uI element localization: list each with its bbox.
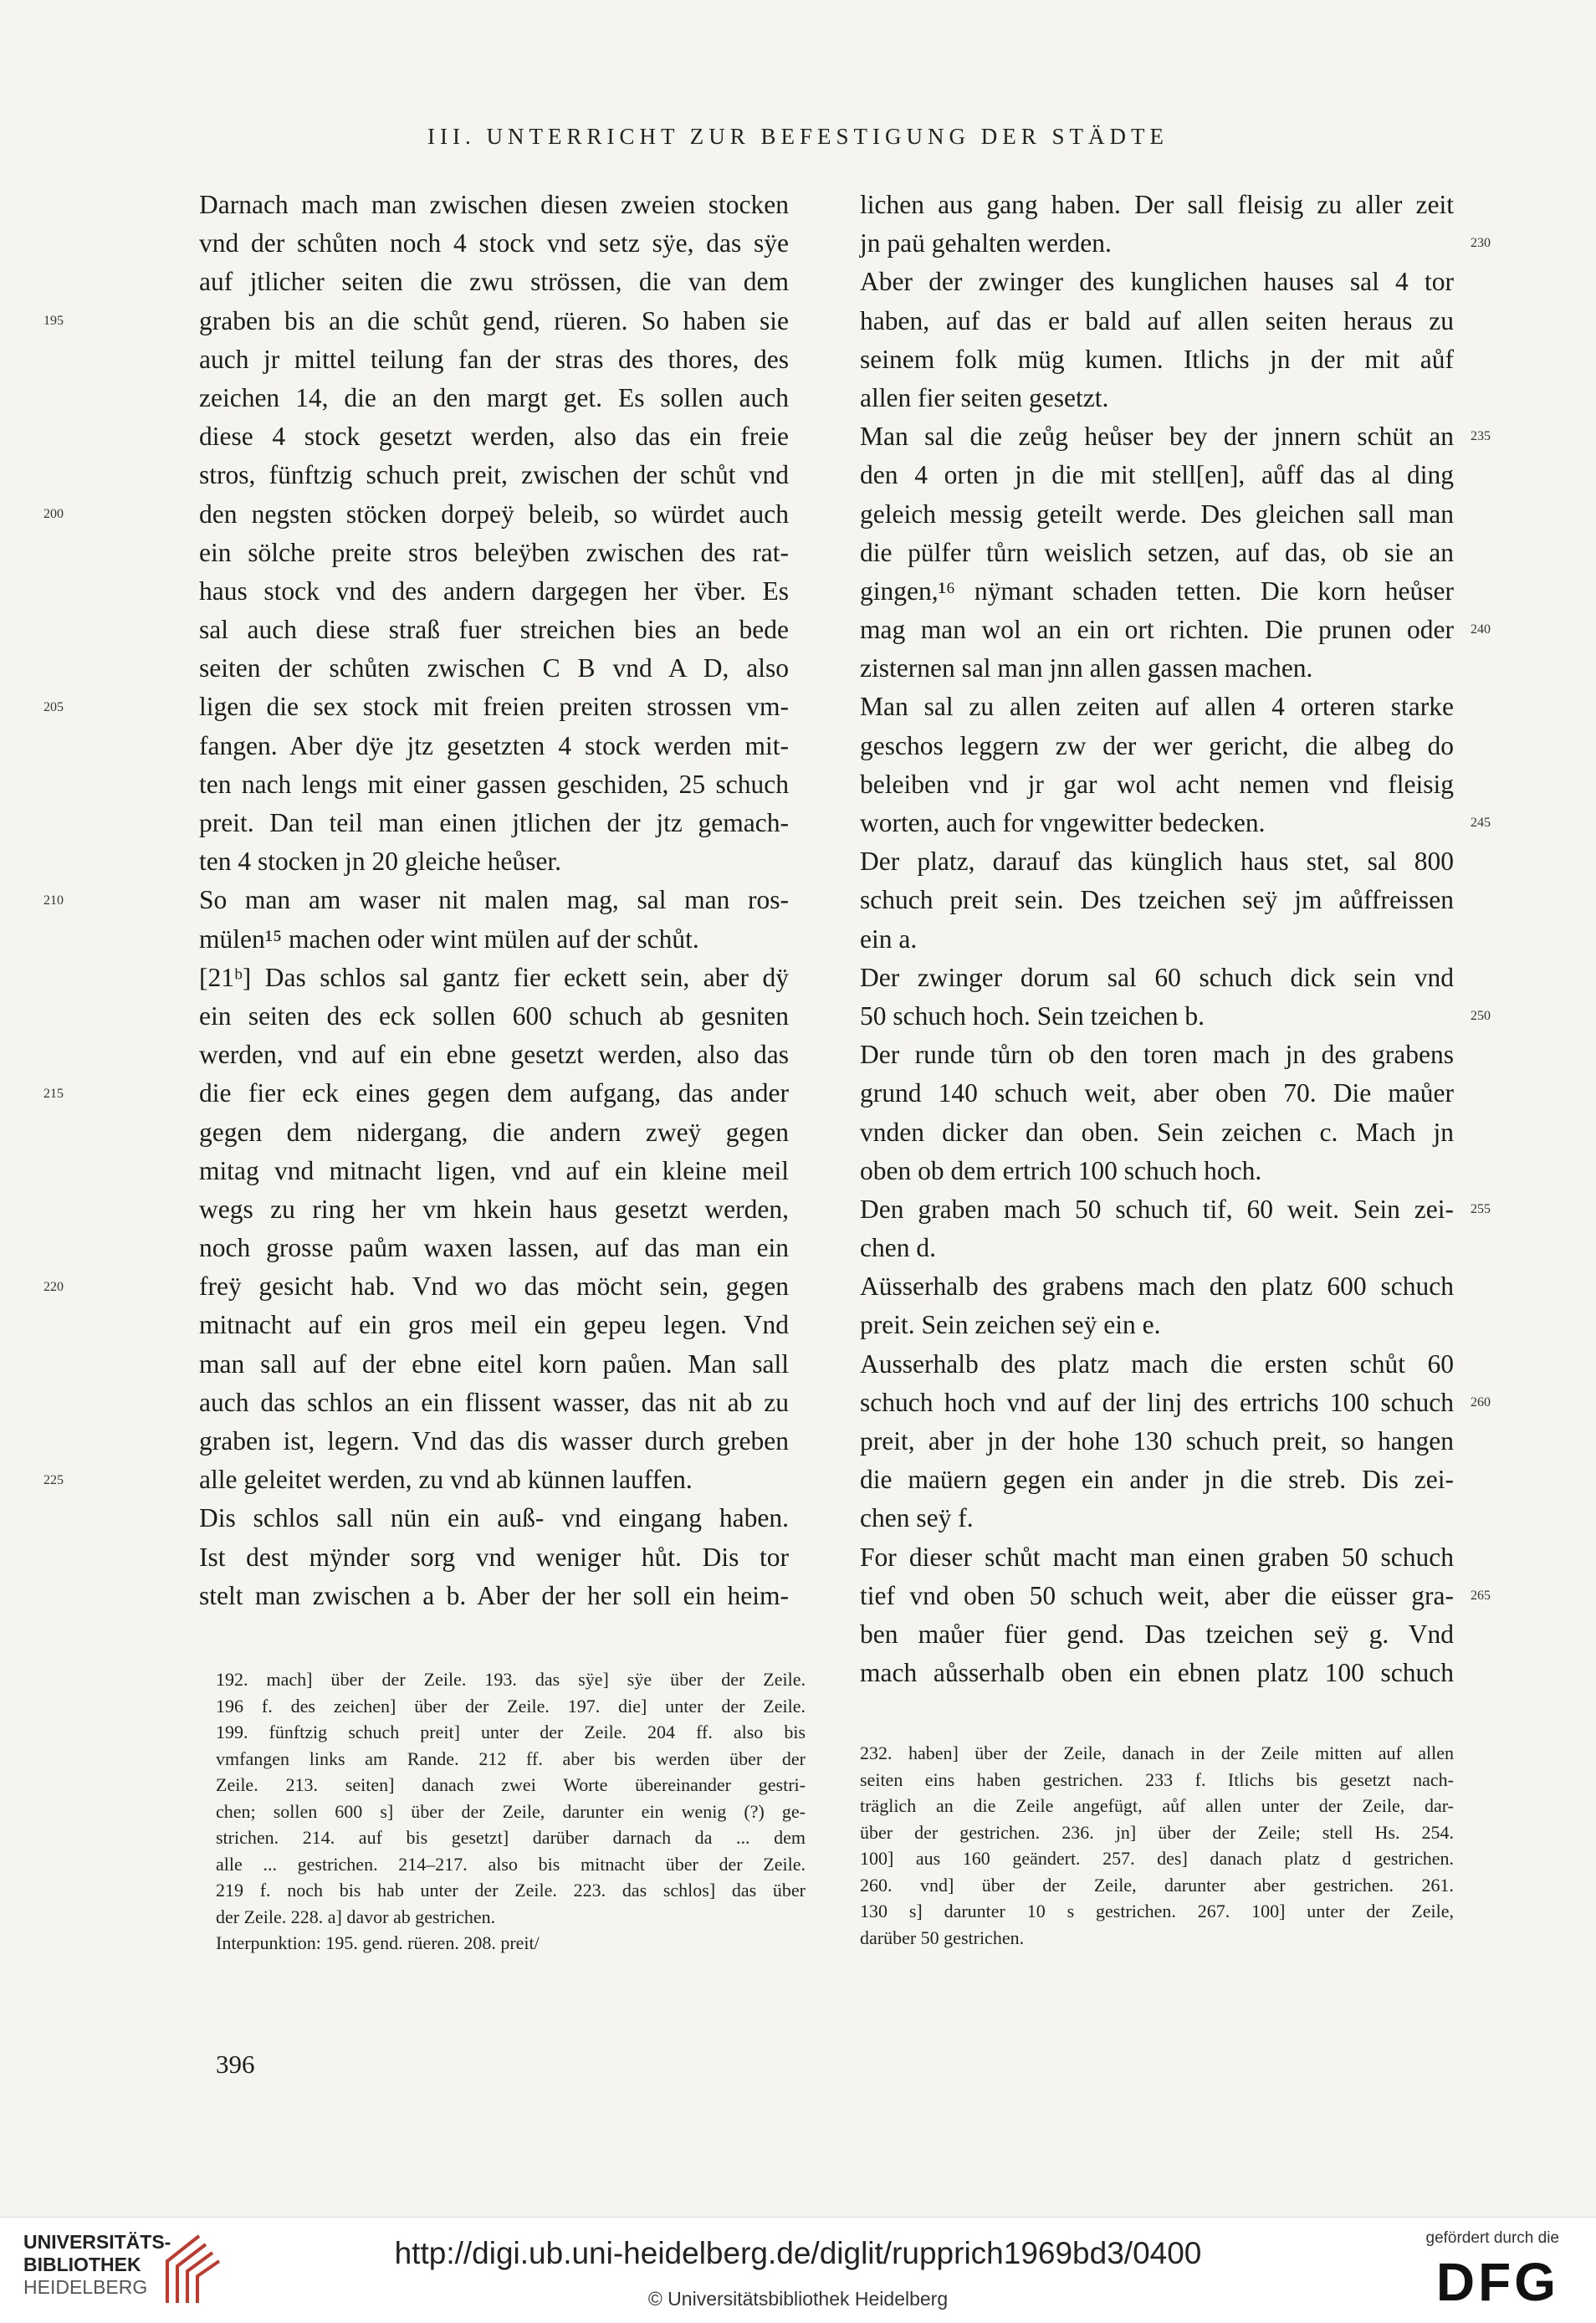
text-line: Der platz, darauf das künglich haus stet, sal 800 — [860, 847, 1454, 877]
footnote-line: 192. mach] über der Zeile. 193. das sÿe] sÿe über der Zeile. — [216, 1669, 806, 1690]
text-line: Aber der zwinger des kunglichen hauses sal 4 tor — [860, 267, 1454, 297]
left-footnotes — [216, 1666, 806, 1957]
text-line: mitnacht auf ein gros meil ein gepeu legen. Vnd — [199, 1310, 789, 1340]
library-name-line3: HEIDELBERG — [23, 2276, 148, 2298]
text-line: werden, vnd auf ein ebne gesetzt werden, also das — [199, 1040, 789, 1070]
text-line: ein seiten des eck sollen 600 schuch ab gesniten — [199, 1000, 789, 1031]
footnote-line: vmfangen links am Rande. 212 ff. aber bis werden über der — [216, 1747, 806, 1769]
line-number: 235 — [1471, 429, 1491, 444]
footer-bar — [0, 2217, 1596, 2323]
text-line: graben bis an die schůt gend, rüeren. So haben sie — [199, 305, 789, 335]
text-line: geschos leggern zw der wer gericht, die albeg do — [860, 730, 1454, 760]
footnote-line: 199. fünftzig schuch preit] unter der Zeile. 204 ff. also bis — [216, 1722, 806, 1742]
running-head: III. UNTERRICHT ZUR BEFESTIGUNG DER STÄDTE — [427, 124, 1169, 149]
text-line: mag man wol an ein ort richten. Die prunen oder — [860, 615, 1454, 645]
footnote-line: chen; sollen 600 s] über der Zeile, darunter ein wenig (?) ge- — [216, 1800, 806, 1822]
footnote-line: strichen. 214. auf bis gesetzt] darüber darnach da ... dem — [216, 1827, 806, 1848]
text-line: Dis schlos sall nün ein auß- vnd eingang haben. — [199, 1503, 789, 1533]
text-line: graben ist, legern. Vnd das dis wasser durch greben — [199, 1426, 789, 1456]
text-line: die maüern gegen ein ander jn die streb. Dis zei- — [860, 1465, 1454, 1495]
text-line: auch jr mittel teilung fan der stras des thores, des — [199, 344, 789, 374]
copyright-text: © Universitätsbibliothek Heidelberg — [647, 2288, 949, 2310]
text-line: oben ob dem ertrich 100 schuch hoch. — [860, 1155, 1262, 1185]
text-line: lichen aus gang haben. Der sall fleisig zu aller zeit — [860, 190, 1454, 219]
text-line: Man sal die zeůg heůser bey der jnnern schüt an — [860, 422, 1454, 452]
text-line: auch das schlos an ein flissent wasser, das nit ab zu — [199, 1387, 789, 1417]
text-line: seiten der schůten zwischen C B vnd A D, also — [199, 653, 789, 683]
text-line: Aüsserhalb des grabens mach den platz 600 schuch — [860, 1272, 1454, 1302]
text-line: worten, auch for vngewitter bedecken. — [860, 808, 1266, 837]
text-line: gegen dem nidergang, die andern zweÿ gegen — [199, 1117, 789, 1147]
text-line: fangen. Aber dÿe jtz gesetzten 4 stock werden mit- — [199, 730, 789, 760]
line-number: 220 — [43, 1279, 64, 1294]
footnote-line: träglich an die Zeile angefügt, aůf allen unter der Zeile, dar- — [860, 1795, 1454, 1816]
footnote-line: 232. haben] über der Zeile, danach in der Zeile mitten auf allen — [860, 1742, 1454, 1763]
text-line: Den graben mach 50 schuch tif, 60 weit. Sein zei- — [860, 1194, 1454, 1224]
footnote-line: 260. vnd] über der Zeile, darunter aber gestrichen. 261. — [860, 1874, 1454, 1896]
text-line: freÿ gesicht hab. Vnd wo das möcht sein, gegen — [199, 1272, 789, 1302]
text-line: chen d. — [860, 1233, 936, 1263]
footnote-line: 130 s] darunter 10 s gestrichen. 267. 100] unter der Zeile, — [860, 1901, 1454, 1921]
footnote-line: über der gestrichen. 236. jn] über der Zeile; stell Hs. 254. — [860, 1821, 1454, 1843]
text-line: Ausserhalb des platz mach die ersten schůt 60 — [860, 1348, 1454, 1379]
text-line: 50 schuch hoch. Sein tzeichen b. — [860, 1000, 1205, 1031]
text-line: ten 4 stocken jn 20 gleiche heůser. — [199, 847, 562, 877]
text-line: schuch hoch vnd auf der linj des ertrichs 100 schuch — [860, 1387, 1454, 1417]
text-line: diese 4 stock gesetzt werden, also das ein freie — [199, 422, 789, 452]
text-line: stelt man zwischen a b. Aber der her soll ein heim- — [199, 1580, 789, 1610]
text-line: ein a. — [860, 924, 918, 954]
text-line: haus stock vnd des andern dargegen her v̈ber. Es — [199, 576, 789, 606]
left-column — [43, 186, 789, 1615]
text-line: noch grosse paům waxen lassen, auf das man ein — [199, 1233, 789, 1263]
footnote-line: Interpunktion: 195. gend. rüeren. 208. preit/ — [216, 1932, 540, 1953]
text-line: beleiben vnd jr gar wol acht nemen vnd fleisig — [860, 769, 1454, 799]
footnote-line: seiten eins haben gestrichen. 233 f. Itlichs bis gesetzt nach- — [860, 1768, 1454, 1790]
text-line: den 4 orten jn die mit stell[en], aůff das al ding — [860, 460, 1454, 490]
right-column — [860, 186, 1491, 1692]
permalink-url[interactable]: http://digi.ub.uni-heidelberg.de/diglit/rupprich1969bd3/0400 — [394, 2236, 1202, 2270]
right-footnotes — [860, 1740, 1454, 1951]
text-line: schuch preit sein. Des tzeichen seÿ jm aůffreissen — [860, 885, 1454, 915]
text-line: den negsten stöcken dorpeÿ beleib, so würdet auch — [199, 499, 789, 529]
line-number: 240 — [1471, 622, 1491, 637]
text-line: die pülfer tůrn weislich setzen, auf das, ob sie an — [860, 537, 1454, 567]
text-line: wegs zu ring her vm hkein haus gesetzt werden, — [199, 1194, 789, 1224]
library-name-line2: BIBLIOTHEK — [23, 2254, 141, 2275]
text-line: [21ᵇ] Das schlos sal gantz fier eckett sein, aber dÿ — [199, 962, 789, 992]
dfg-logo[interactable]: DFG — [1435, 2252, 1559, 2312]
text-line: vnd der schůten noch 4 stock vnd setz sÿe, das sÿe — [199, 228, 789, 258]
line-number: 245 — [1471, 816, 1491, 831]
text-line: mach aůsserhalb oben ein ebnen platz 100 schuch — [860, 1658, 1454, 1688]
text-line: ten nach lengs mit einer gassen geschiden, 25 schuch — [199, 769, 789, 799]
text-line: zeichen 14, die an den margt get. Es sollen auch — [199, 382, 789, 412]
library-name-line1: UNIVERSITÄTS- — [23, 2231, 171, 2253]
footnote-line: 196 f. des zeichen] über der Zeile. 197. die] unter der Zeile. — [216, 1695, 806, 1717]
footnote-line: 219 f. noch bis hab unter der Zeile. 223. das schlos] das über — [216, 1880, 806, 1901]
text-line: die fier eck eines gegen dem aufgang, das ander — [199, 1078, 789, 1108]
text-line: ein sölche preite stros beleÿben zwischen des rat- — [199, 537, 789, 567]
text-line: vnden dicker dan oben. Sein zeichen c. Mach jn — [860, 1117, 1454, 1147]
text-line: haben, auf das er bald auf allen seiten heraus zu — [860, 305, 1454, 335]
text-line: preit. Dan teil man einen jtlichen der jtz gemach- — [199, 808, 789, 837]
funded-by-text: gefördert durch die — [1425, 2229, 1559, 2247]
text-line: zisternen sal man jnn allen gassen machen. — [860, 653, 1313, 683]
text-line: alle geleitet werden, zu vnd ab künnen lauffen. — [199, 1465, 693, 1495]
text-line: Darnach mach man zwischen diesen zweien stocken — [199, 190, 789, 219]
text-line: preit. Sein zeichen seÿ ein e. — [860, 1310, 1161, 1340]
line-number: 255 — [1471, 1202, 1491, 1217]
line-number: 205 — [43, 699, 64, 714]
text-line: Ist dest mÿnder sorg vnd weniger hůt. Dis tor — [199, 1542, 789, 1572]
text-line: stros, fünftzig schuch preit, zwischen der schůt vnd — [199, 460, 789, 490]
line-number: 200 — [43, 506, 64, 521]
footnote-line: Zeile. 213. seiten] danach zwei Worte übereinander gestri- — [216, 1774, 806, 1795]
line-number: 210 — [43, 893, 64, 908]
text-line: tief vnd oben 50 schuch weit, aber die eüsser gra- — [860, 1580, 1454, 1610]
line-number: 265 — [1471, 1589, 1491, 1604]
text-line: So man am waser nit malen mag, sal man ros- — [199, 885, 789, 915]
text-line: Der zwinger dorum sal 60 schuch dick sein vnd — [860, 962, 1454, 992]
footnote-line: darüber 50 gestrichen. — [860, 1926, 1025, 1948]
line-number: 230 — [1471, 236, 1491, 251]
footnote-line: alle ... gestrichen. 214–217. also bis mitnacht über der Zeile. — [216, 1853, 806, 1875]
text-line: For dieser schůt macht man einen graben 50 schuch — [860, 1542, 1454, 1572]
text-line: ligen die sex stock mit freien preiten strossen vm- — [199, 692, 789, 722]
text-line: ben maůer füer gend. Das tzeichen seÿ g. Vnd — [860, 1619, 1454, 1649]
line-number: 195 — [43, 313, 64, 328]
line-number: 215 — [43, 1086, 64, 1101]
text-line: seinem folk müg kumen. Itlichs jn der mit aůf — [860, 344, 1454, 374]
line-number: 225 — [43, 1472, 64, 1487]
text-line: mülen¹⁵ machen oder wint mülen auf der schůt. — [199, 924, 699, 954]
line-number: 260 — [1471, 1395, 1491, 1410]
text-line: geleich messig geteilt werde. Des gleichen sall man — [860, 499, 1454, 529]
text-line: sal auch diese straß fuer streichen bies an bede — [199, 615, 789, 645]
text-line: Man sal zu allen zeiten auf allen 4 orteren starke — [860, 692, 1454, 722]
text-line: allen fier seiten gesetzt. — [860, 382, 1109, 412]
text-line: Der runde tůrn ob den toren mach jn des grabens — [860, 1040, 1454, 1070]
line-number: 250 — [1471, 1009, 1491, 1024]
text-line: jn paü gehalten werden. — [860, 228, 1112, 258]
text-line: chen seÿ f. — [860, 1503, 974, 1533]
footnote-line: der Zeile. 228. a] davor ab gestrichen. — [216, 1906, 496, 1927]
text-line: preit, aber jn der hohe 130 schuch preit, so hangen — [860, 1426, 1454, 1456]
text-line: gingen,¹⁶ nÿmant schaden tetten. Die korn heůser — [860, 576, 1454, 606]
text-line: auf jtlicher seiten die zwu strössen, die van dem — [199, 267, 789, 297]
text-line: grund 140 schuch weit, aber oben 70. Die maůer — [860, 1078, 1454, 1108]
text-line: man sall auf der ebne eitel korn paůen. Man sall — [199, 1348, 789, 1379]
text-line: mitag vnd mitnacht ligen, vnd auf ein kleine meil — [199, 1155, 789, 1185]
footnote-line: 100] aus 160 geändert. 257. des] danach platz d gestrichen. — [860, 1848, 1454, 1869]
page-number: 396 — [216, 2049, 255, 2079]
